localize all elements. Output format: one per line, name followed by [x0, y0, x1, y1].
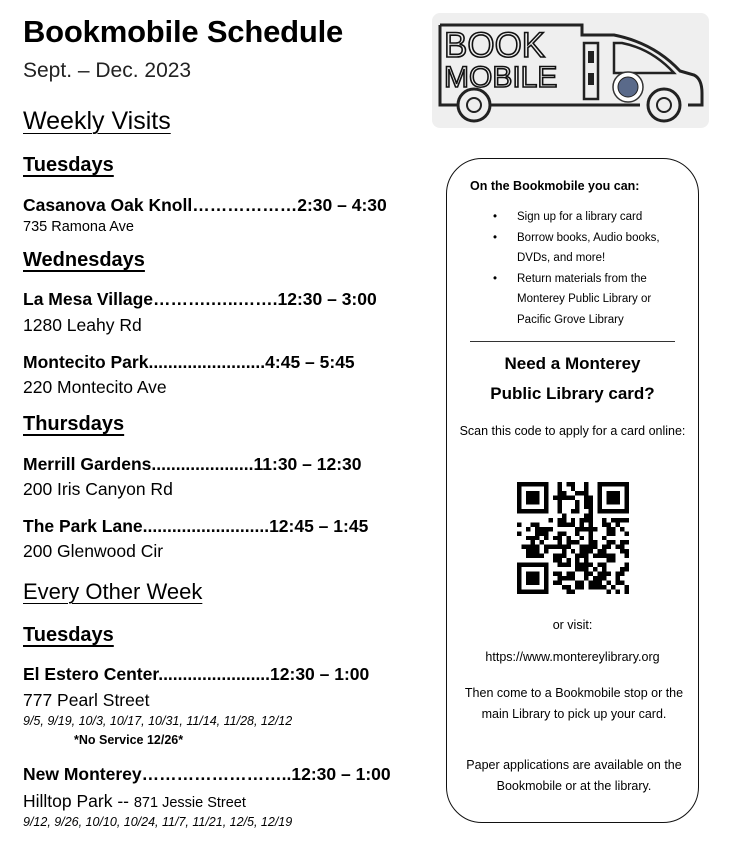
logo-line2: MOBILE — [444, 61, 558, 94]
dot-leader: .......................... — [142, 516, 270, 536]
dot-leader: ……….…..……. — [153, 289, 278, 309]
stop-time: 12:30 – 3:00 — [277, 289, 377, 309]
paper-application-note: Paper applications are available on the Bookmobile or at the library. — [466, 758, 682, 793]
stop-address: 200 Iris Canyon Rd — [23, 479, 173, 499]
stop-address — [23, 791, 246, 812]
dot-leader: ........................ — [148, 352, 266, 372]
list-item: • Borrow books, Audio books, DVDs, and more! — [493, 228, 688, 269]
panel-bullet-list — [493, 207, 688, 330]
list-item: • Sign up for a library card — [493, 207, 688, 228]
list-item: • Return materials from the Monterey Public Library or Pacific Grove Library — [493, 269, 688, 331]
stop-time: 12:45 – 1:45 — [269, 516, 369, 536]
stop-name: El Estero Center — [23, 664, 159, 684]
stop-name: New Monterey — [23, 764, 142, 784]
page-subtitle: Sept. – Dec. 2023 — [23, 59, 192, 82]
page-title: Bookmobile Schedule — [23, 14, 344, 49]
stop-address: 220 Montecito Ave — [23, 377, 167, 397]
stop-address: 777 Pearl Street — [23, 690, 150, 710]
day-heading-tuesdays-biweekly: Tuesdays — [23, 624, 114, 646]
stop-address: 1280 Leahy Rd — [23, 315, 142, 335]
address-place: Hilltop Park -- — [23, 791, 134, 811]
service-dates: 9/5, 9/19, 10/3, 10/17, 10/31, 11/14, 11/28, 12/12 — [23, 714, 293, 728]
stop-name: Montecito Park — [23, 352, 149, 372]
logo-line1: BOOK — [444, 26, 546, 65]
panel-intro: On the Bookmobile you can: — [470, 179, 640, 193]
address-street: 871 Jessie Street — [133, 795, 246, 811]
stop-address: 735 Ramona Ave — [23, 219, 134, 235]
stop-time: 11:30 – 12:30 — [253, 454, 362, 474]
weekly-visits-heading: Weekly Visits — [23, 107, 171, 135]
stop-time: 4:45 – 5:45 — [265, 352, 355, 372]
day-heading-thursdays: Thursdays — [23, 413, 125, 435]
dot-leader: ..................... — [151, 454, 254, 474]
service-dates: 9/12, 9/26, 10/10, 10/24, 11/7, 11/21, 12/5, 12/19 — [23, 815, 293, 829]
stop-time: 12:30 – 1:00 — [270, 664, 370, 684]
stop-time: 12:30 – 1:00 — [291, 764, 391, 784]
stop-casanova-oak-knoll — [23, 195, 387, 216]
stop-name: Casanova Oak Knoll — [23, 195, 193, 215]
no-service-note: *No Service 12/26* — [74, 733, 184, 747]
library-url-link[interactable]: https://www.montereylibrary.org — [485, 650, 660, 664]
need-card-line1: Need a Monterey — [504, 354, 641, 373]
stop-merrill-gardens — [23, 454, 362, 475]
day-heading-wednesdays: Wednesdays — [23, 249, 145, 271]
need-card-heading — [447, 349, 698, 409]
or-visit-text: or visit: — [552, 618, 593, 632]
stop-name: La Mesa Village — [23, 289, 154, 309]
bookmobile-van-icon — [432, 13, 709, 128]
qr-code-icon[interactable] — [517, 482, 629, 594]
stop-address: 200 Glenwood Cir — [23, 541, 164, 561]
stop-the-park-lane — [23, 516, 368, 537]
every-other-week-heading: Every Other Week — [23, 579, 203, 604]
stop-el-estero-center — [23, 664, 369, 685]
need-card-line2: Public Library card? — [490, 384, 655, 403]
scan-instructions: Scan this code to apply for a card online: — [459, 424, 686, 438]
stop-name: The Park Lane — [23, 516, 143, 536]
stop-montecito-park — [23, 352, 355, 373]
panel-divider — [470, 341, 675, 342]
bookmobile-logo — [432, 13, 709, 128]
stop-la-mesa-village — [23, 289, 377, 310]
stop-name: Merrill Gardens — [23, 454, 152, 474]
stop-new-monterey — [23, 764, 391, 785]
library-card-panel — [446, 158, 699, 823]
dot-leader: ....................... — [158, 664, 271, 684]
dot-leader: …………………….. — [141, 764, 292, 784]
stop-time: 2:30 – 4:30 — [297, 195, 387, 215]
dot-leader: ……………… — [192, 195, 298, 215]
day-heading-tuesdays: Tuesdays — [23, 154, 114, 176]
pickup-instructions: Then come to a Bookmobile stop or the main Library to pick up your card. — [464, 686, 684, 721]
